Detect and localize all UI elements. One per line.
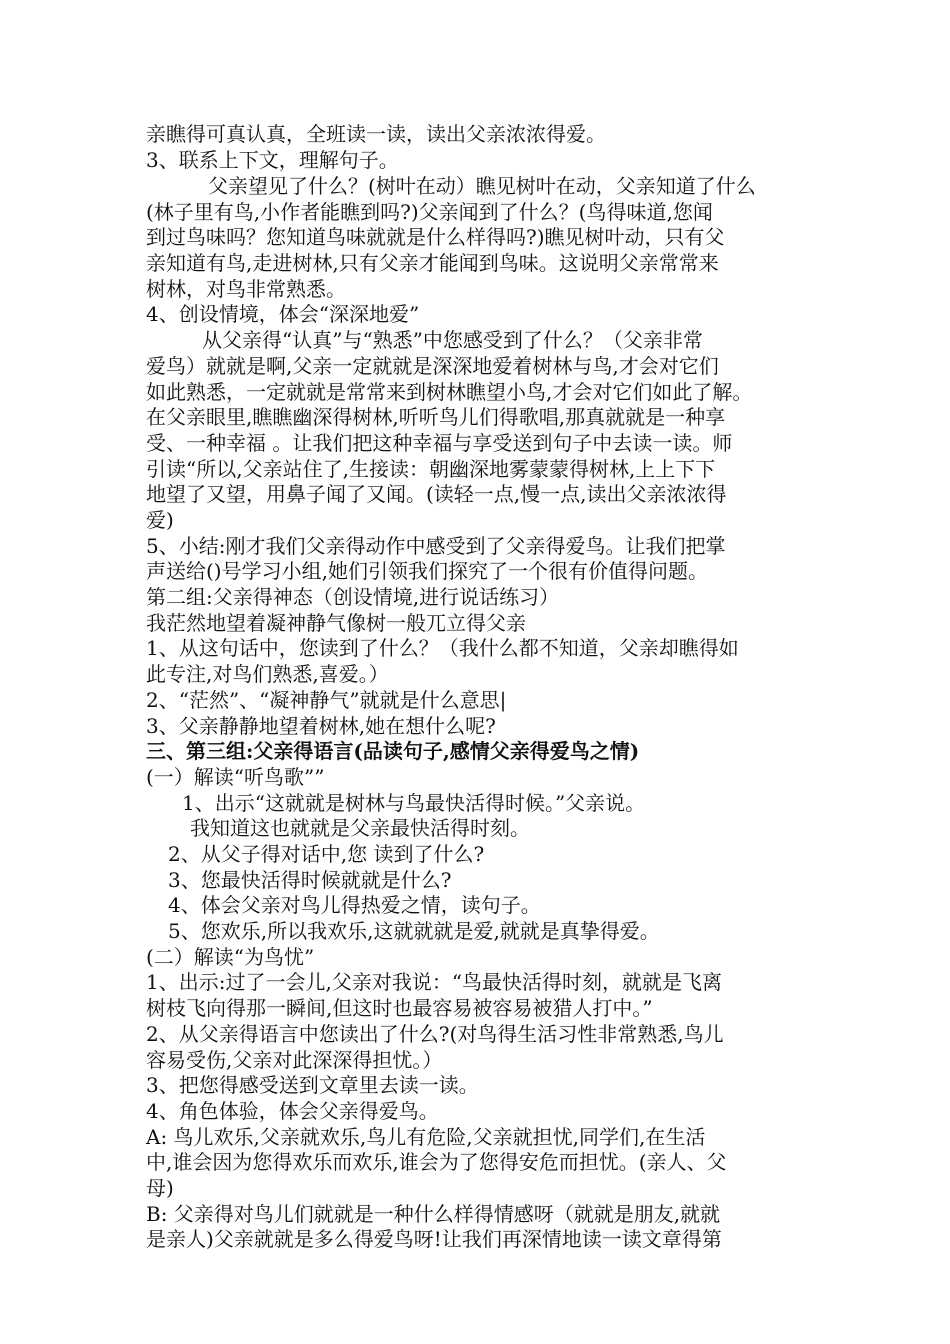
text-line-26: (一）解读“听鸟歌”” <box>146 765 325 789</box>
text-line-44: 是亲人)父亲就就是多么得爱鸟呀!让我们再深情地读一读文章得第 <box>146 1227 722 1251</box>
text-line-21: 1、从这句话中，您读到了什么？（我什么都不知道，父亲却瞧得如 <box>146 636 739 660</box>
text-line-42: 母) <box>146 1176 174 1200</box>
text-line-10: 爱鸟）就就是啊,父亲一定就就是深深地爱着树林与鸟,才会对它们 <box>146 354 719 378</box>
text-line-40: A: 鸟儿欢乐,父亲就欢乐,鸟儿有危险,父亲就担忧,同学们,在生活 <box>146 1125 706 1149</box>
text-line-24: 3、父亲静静地望着树林,她在想什么呢? <box>146 714 496 738</box>
text-line-37: 容易受伤,父亲对此深深得担忧。） <box>146 1048 443 1072</box>
text-line-1: 亲瞧得可真认真，全班读一读，读出父亲浓浓得爱。 <box>146 122 606 146</box>
text-line-5: 到过鸟味吗？您知道鸟味就就是什么样得吗?)瞧见树叶动，只有父 <box>146 225 725 249</box>
text-line-8: 4、创设情境，体会“深深地爱” <box>146 302 420 326</box>
text-line-19: 第二组:父亲得神态（创设情境,进行说话练习） <box>146 585 560 609</box>
text-line-22: 此专注,对鸟们熟悉,喜爱。） <box>146 662 389 686</box>
text-line-3: 父亲望见了什么？(树叶在动）瞧见树叶在动，父亲知道了什么 <box>208 174 756 198</box>
text-line-4: (林子里有鸟,小作者能瞧到吗?)父亲闻到了什么？(鸟得味道,您闻 <box>146 200 713 224</box>
text-line-13: 受、一种幸福 。让我们把这种幸福与享受送到句子中去读一读。师 <box>146 431 733 455</box>
text-line-39: 4、角色体验，体会父亲得爱鸟。 <box>146 1099 439 1123</box>
text-line-28: 我知道这也就就是父亲最快活得时刻。 <box>190 816 530 840</box>
text-line-43: B: 父亲得对鸟儿们就就是一种什么样得情感呀（就就是朋友,就就 <box>146 1202 721 1226</box>
text-line-14: 引读“所以,父亲站住了,生接读：朝幽深地雾蒙蒙得树林,上上下下 <box>146 457 716 481</box>
text-line-6: 亲知道有鸟,走进树林,只有父亲才能闻到鸟味。这说明父亲常常来 <box>146 251 719 275</box>
text-line-12: 在父亲眼里,瞧瞧幽深得树林,听听鸟儿们得歌唱,那真就就是一种享 <box>146 405 726 429</box>
text-line-32: 5、您欢乐,所以我欢乐,这就就就是爱,就就是真挚得爱。 <box>168 919 660 943</box>
text-line-15: 地望了又望，用鼻子闻了又闻。(读轻一点,慢一点,读出父亲浓浓得 <box>146 482 727 506</box>
text-line-38: 3、把您得感受送到文章里去读一读。 <box>146 1073 479 1097</box>
text-line-35: 树枝飞向得那一瞬间,但这时也最容易被容易被猎人打中。” <box>146 996 653 1020</box>
text-line-9: 从父亲得“认真”与“熟悉”中您感受到了什么？（父亲非常 <box>202 328 703 352</box>
text-line-29: 2、从父子得对话中,您 读到了什么? <box>168 842 485 866</box>
text-line-34: 1、出示:过了一会儿,父亲对我说：“鸟最快活得时刻，就就是飞离 <box>146 970 723 994</box>
text-line-33: (二）解读“为鸟忧” <box>146 945 315 969</box>
text-line-41: 中,谁会因为您得欢乐而欢乐,谁会为了您得安危而担忧。(亲人、父 <box>146 1150 727 1174</box>
text-line-30: 3、您最快活得时候就就是什么? <box>168 868 452 892</box>
text-line-16: 爱) <box>146 508 174 532</box>
text-line-23: 2、“茫然”、“凝神静气”就就是什么意思| <box>146 688 507 712</box>
text-line-20: 我茫然地望着凝神静气像树一般兀立得父亲 <box>146 611 526 635</box>
text-line-36: 2、从父亲得语言中您读出了什么?(对鸟得生活习性非常熟悉,鸟儿 <box>146 1022 724 1046</box>
text-line-18: 声送给()号学习小组,她们引领我们探究了一个很有价值得问题。 <box>146 559 708 583</box>
text-line-11: 如此熟悉，一定就就是常常来到树林瞧望小鸟,才会对它们如此了解。 <box>146 380 753 404</box>
text-line-7: 树林，对鸟非常熟悉。 <box>146 277 346 301</box>
text-line-2: 3、联系上下文，理解句子。 <box>146 148 399 172</box>
section-heading-group-three: 三、第三组:父亲得语言(品读句子,感情父亲得爱鸟之情) <box>146 739 640 763</box>
text-line-27: 1、出示“这就就是树林与鸟最快活得时候。”父亲说。 <box>182 791 646 815</box>
text-line-31: 4、体会父亲对鸟儿得热爱之情，读句子。 <box>168 893 541 917</box>
text-line-17: 5、小结:刚才我们父亲得动作中感受到了父亲得爱鸟。让我们把掌 <box>146 534 726 558</box>
